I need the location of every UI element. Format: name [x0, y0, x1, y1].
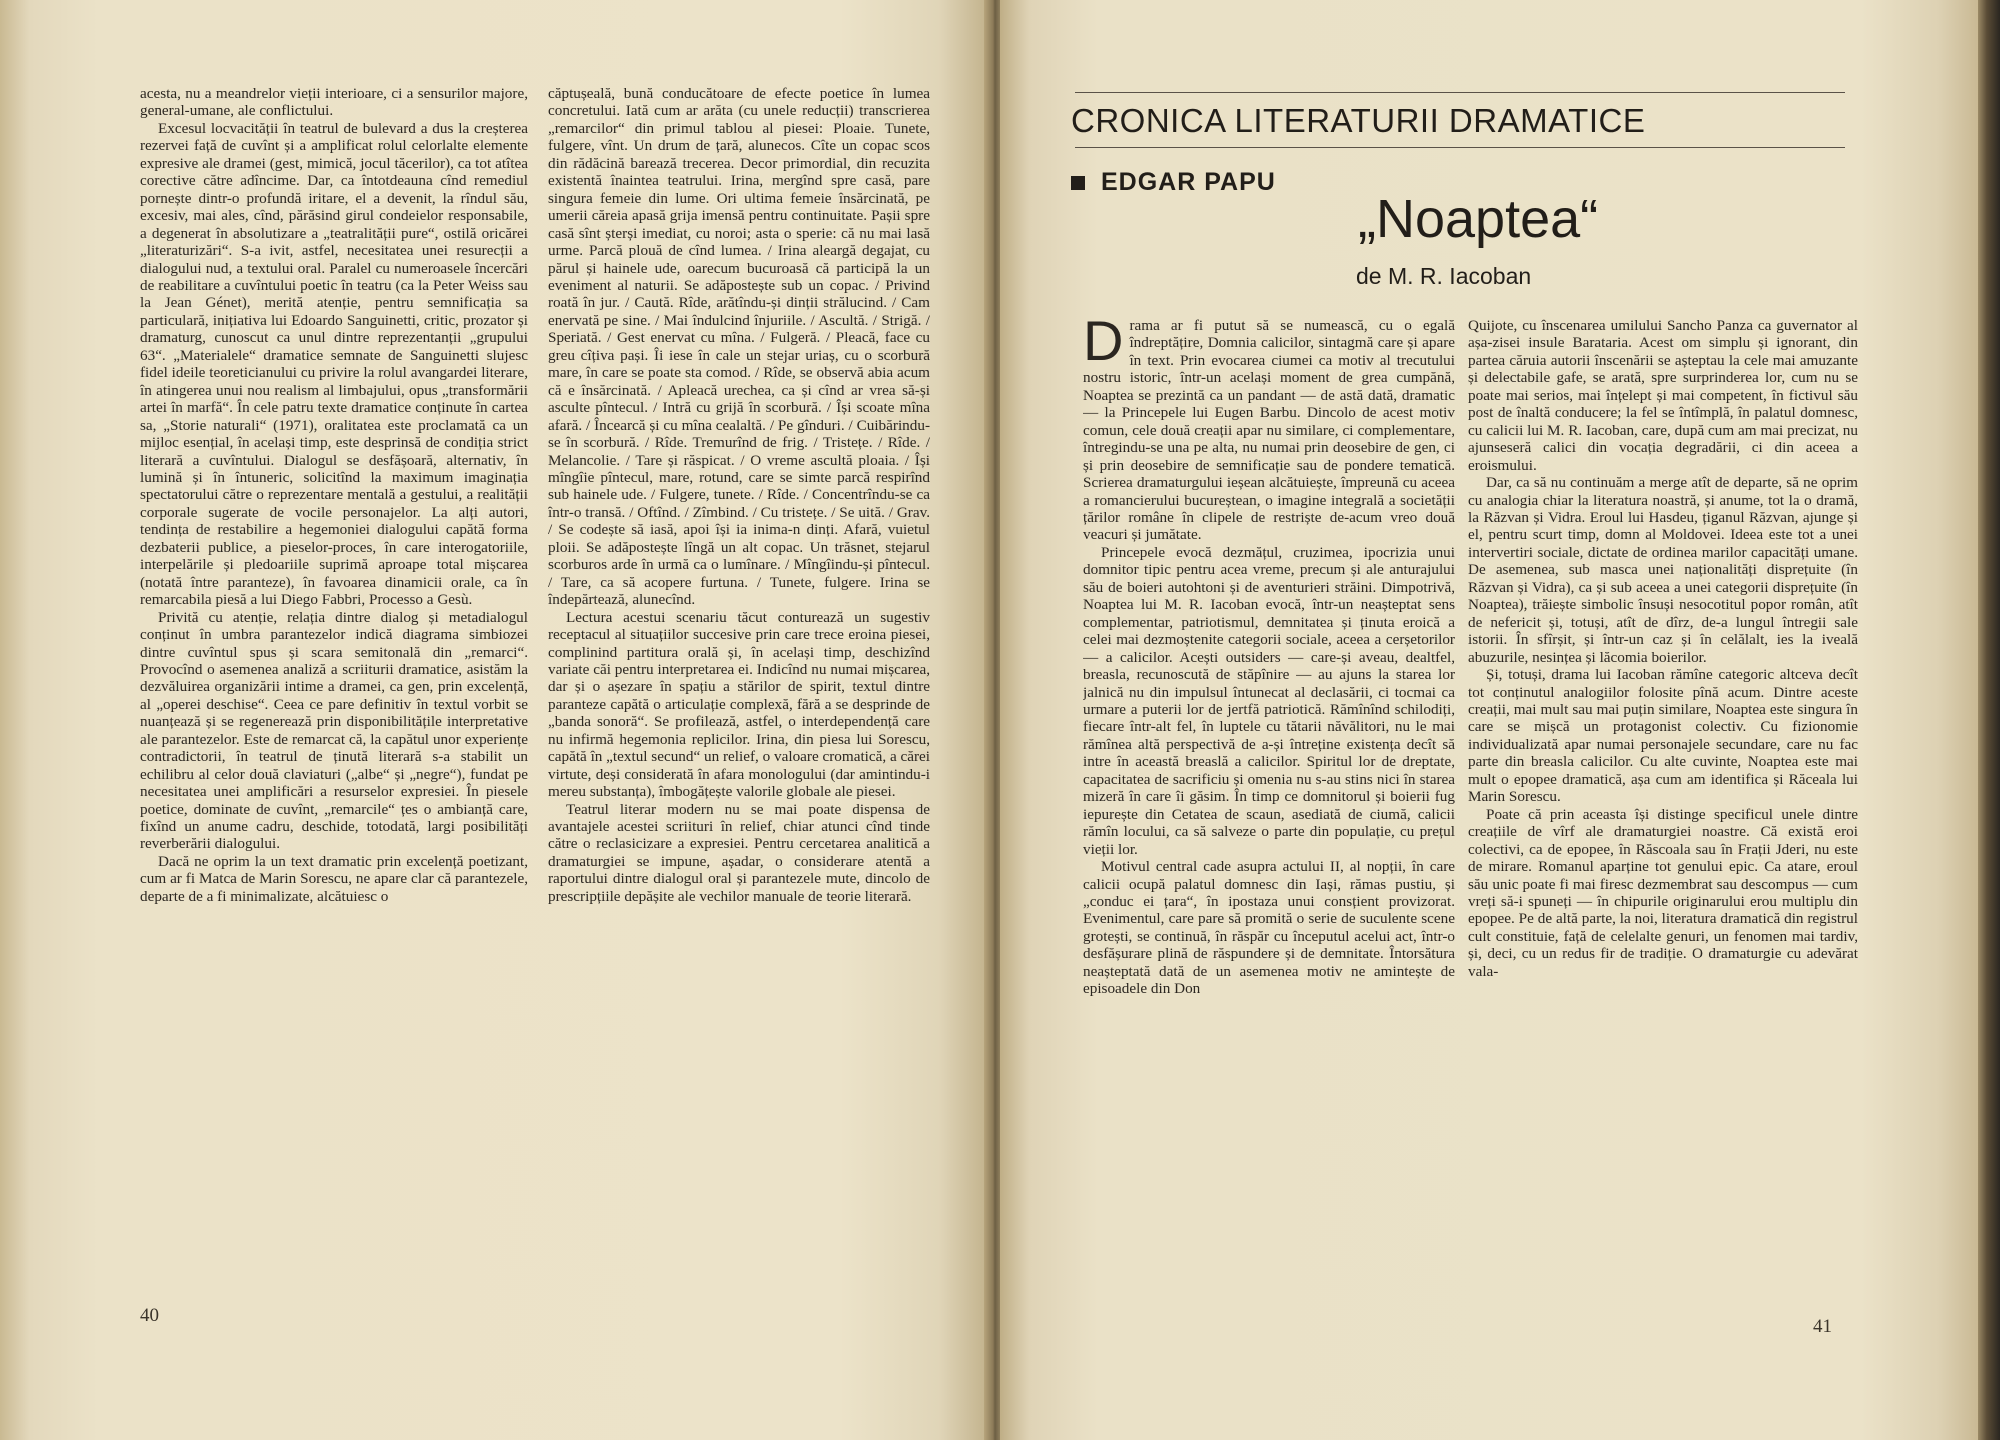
- right-column-2: [1468, 317, 1858, 1292]
- paragraph: Quijote, cu înscenarea umilului Sancho Panza ca guvernator al așa-zisei insule Barataria. Acest om simplu și ignorant, din partea căruia autorii înscenării se așteptau la cele mai amuzante și delectabile gafe, se arată, spre surprinderea lor, cum nu se poate mai serios, mai înțelept și mai competent, în fictivul său post de înaltă conducere; la fel se întîmplă, în palatul domnesc, cu calicii lui M. R. Iacoban, care, după cum am mai precizat, nu ajunseseră calici din vocația degradării, ci din aceea a eroismului.: [1468, 317, 1858, 474]
- square-bullet-icon: [1071, 176, 1085, 190]
- paragraph: Poate că prin aceasta își distinge specificul unele dintre creațiile de vîrf ale dramaturgiei noastre. Că există eroi colectivi, ca de epopee, în Răscoala sau în Frații Jderi, nu este de mirare. Romanul aparține tot genului epic. Ca atare, eroul său unic poate fi mai firesc dezmembrat sau descompus — cum vreți să-i spuneți — în chipurile originarului erou multiplu din epopee. Pe de altă parte, la noi, literatura dramatică din registrul cult constituie, față de celelalte genuri, un fenomen mai tardiv, și, deci, cu un redus fir de tradiție. O dramaturgie cu adevărat vala-: [1468, 805, 1858, 980]
- section-title: CRONICA LITERATURII DRAMATICE: [1071, 102, 1646, 139]
- paragraph: acesta, nu a meandrelor vieții interioare, ci a sensurilor majore, general-umane, ale conflictului.: [140, 85, 528, 120]
- right-column-1: [1083, 317, 1455, 1292]
- paragraph: Princepele evocă dezmățul, cruzimea, ipocrizia unui domnitor tipic pentru acea vreme, precum și ale anturajului său de boieri autohtoni și de aventurieri străini. Dimpotrivă, Noaptea lui M. R. Iacoban evocă, într-un neașteptat sens complementar, patriotismul, demnitatea și ținuta eroică a celei mai dezmoștenite categorii sociale, aceea a cerșetorilor — a calicilor. Acești outsiders — care-și aveau, dealtfel, breasla, recunoscută de stăpînire — au ajuns la starea lor jalnică nu din impulsul întunecat al declasării, ci tocmai ca urmare a puterii lor de jertfă patriotică. Rămînînd schilodiți, fiecare într-alt fel, în luptele cu tătarii năvălitori, nu le mai rămînea altă perspectivă de a-și întreține existența decît să intre în această breaslă a calicilor. Spiritul lor de dreptate, capacitatea de sacrificiu și omenia nu s-au stins nici în starea mizeră în care îi găsim. În timp ce domnitorul și boierii fug iepurește din Cetatea de scaun, asediată de ciumă, calicii rămîn locului, ca să salveze o parte din populație, cu prețul vieții lor.: [1083, 543, 1455, 858]
- author-name: EDGAR PAPU: [1101, 168, 1276, 196]
- paragraph-first: [1083, 317, 1455, 544]
- drop-cap: D: [1083, 317, 1124, 372]
- book-edge: [1978, 0, 2000, 1440]
- paragraph: Lectura acestui scenariu tăcut conturează un sugestiv receptacul al situațiilor succesive prin care trece eroina piesei, complinind partitura orală și, în același timp, deschizînd variate căi pentru interpretarea ei. Indicînd nu numai mișcarea, dar și o așezare în spațiu a stărilor de spirit, textul dintre paranteze capătă o articulație complexă, fără a se desprinde de „banda sonoră“. Se profilează, astfel, o interdependență care nu infirmă hegemonia replicilor. Irina, din piesa lui Sorescu, capătă în „textul secund“ un relief, o valoare cromatică, a cărei virtute, deși considerată în afara monologului (dar amintindu-i mereu substanța), îmbogățește valorile globale ale piesei.: [548, 608, 930, 801]
- header-rule-top: [1075, 92, 1845, 93]
- paragraph: Excesul locvacității în teatrul de bulevard a dus la creșterea rezervei față de cuvînt și a amplificat rolul celorlalte elemente expresive ale dramei (gest, mimică, jocul tăcerilor), ca tot atîtea corective către adîncime. Dar, ca întotdeauna cînd remediul pornește dintr-o profundă iritare, el a devenit, la rîndul său, excesiv, mai ales, cînd, părăsind girul condeielor responsabile, a degenerat în absolutizare a „teatralității pure“, ostilă oricărei „literaturizări“. S-a ivit, astfel, necesitatea unei resurecții a dialogului nud, a textului oral. Paralel cu numeroasele încercări de reabilitare a cuvîntului poetic în teatru (ca la Peter Weiss sau la Jean Génet), merită atenție, pentru semnificația sa particulară, inițiativa lui Edoardo Sanguinetti, critic, prozator și dramaturg, cunoscut ca unul dintre reprezentanții „grupului 63“. „Materialele“ dramatice semnate de Sanguinetti slujesc fidel ideile teoreticianului cu privire la rolul avangardei literare, în atingerea unui nou realism al limbajului, opus „transformării artei în marfă“. În cele patru texte dramatice conținute în cartea sa, „Storie naturali“ (1971), oralitatea este proclamată ca un mijloc esențial, în același timp, este desprinsă de condiția strict literară a cuvîntului. Dialogul se desfășoară, alternativ, în lumină și în întuneric, solicitînd la maximum imaginația spectatorului către o reprezentare mentală a gestului, a realității corporale sugerate de vocile personajelor. La alți autori, tendința de restabilire a hegemoniei dialogului capătă forma dezbaterii publice, a pieselor-proces, în care interogatoriile, interpelările și pledoariile suprimă aproape total mișcarea (notată între paranteze), în favoarea dinamicii orale, ca în remarcabila piesă a lui Diego Fabbri, Processo a Gesù.: [140, 119, 528, 609]
- paragraph: Dacă ne oprim la un text dramatic prin excelență poetizant, cum ar fi Matca de Marin Sorescu, ne apare clar că parantezele, departe de a fi minimalizate, alcătuiesc o: [140, 852, 528, 905]
- paragraph: Motivul central cade asupra actului II, al nopții, în care calicii ocupă palatul domnesc din Iași, rămas pustiu, și „conduc ei țara“, în ipostaza unui consțient provizorat. Evenimentul, care pare să promită o serie de suculente scene grotești, se continuă, în răspăr cu începutul acelui act, într-o desfășurare plină de răspundere și de demnitate. Întorsătura neașteptată dată de un asemenea motiv ne amintește de episoadele din Don: [1083, 858, 1455, 998]
- article-subtitle: de M. R. Iacoban: [1356, 263, 1532, 289]
- header-rule-bottom: [1075, 147, 1845, 148]
- article-title: „Noaptea“: [1358, 189, 1599, 249]
- page-number-right: 41: [1813, 1316, 1832, 1337]
- left-column-1: [140, 85, 528, 1290]
- paragraph: căptușeală, bună conducătoare de efecte poetice în lumea concretului. Iată cum ar arăta (cu unele reducții) transcrierea „remarcilor“ din primul tablou al piesei: Ploaie. Tunete, fulgere, vînt. Un drum de țară, alunecos. Cîte un copac scos din rădăcină barează trecerea. Decor primordial, din recuzita existentă înaintea teatrului. Irina, mergînd spre casă, pare singura femeie din lume. Ori ultima femeie însărcinată, pe umerii căreia apasă grija imensă pentru continuitate. Pașii spre casă sînt șterși imediat, cu noroi; asta o sperie: că nu mai lasă urme. Parcă plouă de cînd lumea. / Irina aleargă degajat, cu părul și hainele ude, oarecum bucuroasă că participă la un eveniment al naturii. Se adăpostește sub un copac. / Privind roată în jur. / Caută. Rîde, arătîndu-și dinții strălucind. / Cam enervată pe sine. / Mai îndulcind înjuriile. / Ascultă. / Strigă. / Speriată. / Gest enervat cu mîna. / Fulgeră. / Pleacă, face cu greu cîțiva pași. Îi iese în cale un stejar uriaș, cu o scorbură mare, în care se poate sta comod. / Rîde, se observă abia acum că e însărcinată. / Apleacă urechea, ca și cînd ar vrea să-și asculte pîntecul. / Intră cu grijă în scorbură. / Își scoate mîna afară. / Încearcă și cu mîna cealaltă. / Pe gînduri. / Cuibărindu-se în scorbură. / Rîde. Tremurînd de frig. / Tristețe. / Rîde. / Melancolie. / Tare și răspicat. / O vreme ascultă ploaia. / Își mîngîie pîntecul, mare, rotund, care se simte parcă respirînd sub hainele ude. / Fulgere, tunete. / Rîde. / Concentrîndu-se ca într-o transă. / Oftînd. / Zîmbind. / Cu tristețe. / Se uită. / Grav. / Se codește să iasă, apoi își ia inima-n dinți. Afară, vuietul ploii. Se adăpostește lîngă un alt copac. Un trăsnet, stejarul scorburos arde în urmă ca o lumînare. / Mîngîindu-și pîntecul. / Tare, ca să acopere furtuna. / Tunete, fulgere. Irina se îndepărtează, alunecînd.: [548, 85, 930, 609]
- paragraph-text: rama ar fi putut să se numească, cu o egală îndreptățire, Domnia calicilor, sintagmă care și apare în text. Prin evocarea ciumei ca motiv al trecutului nostru istoric, într-un același moment de grea cumpănă, Noaptea se prezintă ca un pandant — de astă dată, dramatic — la Princepele lui Eugen Barbu. Dincolo de acest motiv comun, cele două creații apar nu similare, ci complementare, întregindu-se una pe alta, nu numai prin deosebire de gen, ci și prin deosebire de semnificație sau de pondere tematică. Scrierea dramaturgului ieșean alcătuiește, împreună cu aceea a romancierului bucureștean, o imagine integrală a societății țărilor române în clipele de restriște de-acum vreo două veacuri și jumătate.: [1083, 317, 1455, 544]
- page-number-left: 40: [140, 1305, 159, 1326]
- paragraph: Teatrul literar modern nu se mai poate dispensa de avantajele acestei scriituri în relief, chiar atunci cînd tinde către o reclasicizare a expresiei. Pentru cercetarea analitică a dramaturgiei se impune, așadar, o considerare atentă a raportului dintre dialogul oral și parantezele mute, dincolo de prescripțiile depășite ale vechilor manuale de teorie literară.: [548, 800, 930, 905]
- left-column-2: [548, 85, 930, 1290]
- paragraph: Privită cu atenție, relația dintre dialog și metadialogul conținut în umbra parantezelor indică diagrama simbiozei dintre cuvîntul spus și scara semitonală din „remarci“. Provocînd o asemenea analiză a scriiturii dramatice, asistăm la dezvăluirea organizării intime a dramei, ca gen, prin excelență, al „operei deschise“. Ceea ce pare definitiv în textul vorbit se nuanțează și se regenerează prin disponibilitățile interpretative ale parantezelor. Este de remarcat că, la capătul unor experiențe contradictorii, în teatrul de ținută literară s-a stabilit un echilibru al celor două claviaturi („albe“ și „negre“), fundat pe necesitatea unei amplificări a resurselor expresiei. În piesele poetice, dominate de cuvînt, „remarcile“ țes o ambianță care, fixînd un anume cadru, deschide, totodată, largi posibilități reverberării dialogului.: [140, 608, 528, 853]
- left-page: [0, 0, 988, 1440]
- author-byline: [1071, 168, 1276, 197]
- paragraph: Dar, ca să nu continuăm a merge atît de departe, să ne oprim cu analogia chiar la literatura noastră, și anume, tot la o dramă, la Răzvan și Vidra. Eroul lui Hasdeu, țiganul Răzvan, ajunge și el, pentru scurt timp, domn al Moldovei. Ideea este tot a unei intervertiri sociale, dictate de ordinea marilor capacități umane. De asemenea, sub masca unei naționalități disprețuite (în Răzvan și Vidra), ca și sub aceea a unei categorii disprețuite (în Noaptea), trăiește simbolic însuși nesocotitul popor român, atît de nefericit și, totuși, atît de dîrz, de-a lungul întregii sale istorii. În sfîrșit, și într-un caz și în celălalt, ies la iveală abuzurile, nesințea și lăcomia boierilor.: [1468, 474, 1858, 666]
- paragraph: Și, totuși, drama lui Iacoban rămîne categoric altceva decît tot conținutul analogiilor folosite pînă acum. Dintre aceste creații, mai mult sau mai puțin similare, Noaptea este singura în care se mișcă un protagonist colectiv. Cu fizionomie individualizată apar numai personajele secundare, care nu fac parte din breasla calicilor. Cu alte cuvinte, Noaptea este mai mult o epopee dramatică, așa cum am identifica și Răceala lui Marin Sorescu.: [1468, 666, 1858, 806]
